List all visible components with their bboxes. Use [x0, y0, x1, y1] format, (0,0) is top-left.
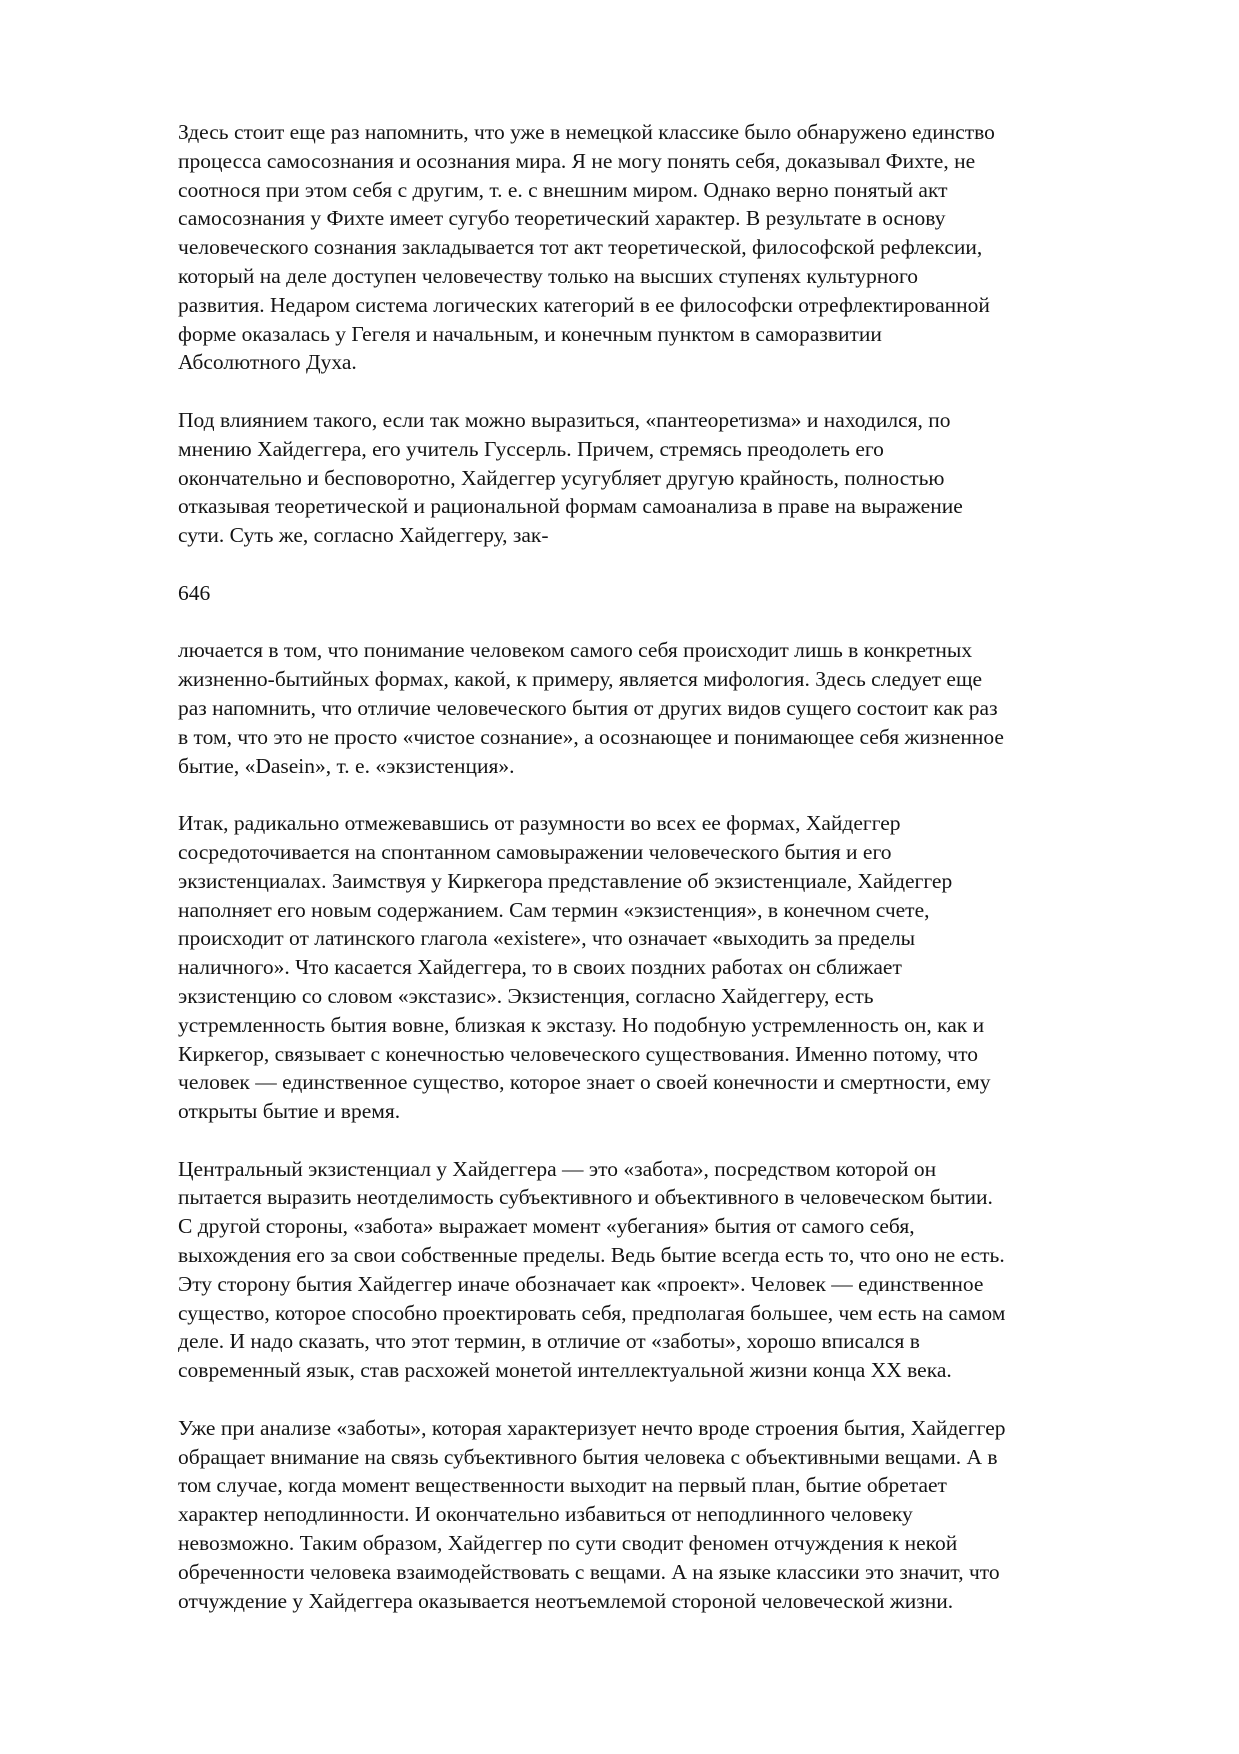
text-line: бытие, «Dasein», т. е. «экзистенция». — [178, 753, 515, 778]
text-line: мнению Хайдеггера, его учитель Гуссерль. Причем, стремясь преодолеть его — [178, 436, 884, 461]
text-line: Под влиянием такого, если так можно выразиться, «пантеоретизма» и находился, по — [178, 407, 951, 432]
text-line: в том, что это не просто «чистое сознание», а осознающее и понимающее себя жизненное — [178, 724, 1004, 749]
paragraph-care-project — [178, 1155, 1178, 1385]
text-line: сути. Суть же, согласно Хайдеггеру, зак- — [178, 523, 549, 548]
text-line: самосознания у Фихте имеет сугубо теоретический характер. В результате в основу — [178, 206, 946, 231]
text-line: невозможно. Таким образом, Хайдеггер по сути сводит феномен отчуждения к некой — [178, 1531, 958, 1556]
text-line: человек — единственное существо, которое знает о своей конечности и смертности, ему — [178, 1070, 991, 1095]
document-page — [178, 118, 1178, 1644]
text-line: отчуждение у Хайдеггера оказывается неотъемлемой стороной человеческой жизни. — [178, 1588, 954, 1613]
text-line: экзистенцию со словом «экстазис». Экзистенция, согласно Хайдеггеру, есть — [178, 983, 874, 1008]
text-line: жизненно-бытийных формах, какой, к примеру, является мифология. Здесь следует еще — [178, 667, 983, 692]
paragraph-existentials — [178, 809, 1178, 1126]
text-line: наполняет его новым содержанием. Сам термин «экзистенция», в конечном счете, — [178, 897, 930, 922]
text-line: Киркегор, связывает с конечностью человеческого существования. Именно потому, что — [178, 1041, 978, 1066]
paragraph-fichte-self-consciousness — [178, 118, 1178, 377]
text-line: соотнося при этом себя с другим, т. е. с внешним миром. Однако верно понятый акт — [178, 177, 948, 202]
paragraph-dasein — [178, 636, 1178, 780]
text-line: обращает внимание на связь субъективного бытия человека с объективными вещами. А в — [178, 1444, 998, 1469]
text-line: выхождения его за свои собственные пределы. Ведь бытие всегда есть то, что оно не есть. — [178, 1243, 1005, 1268]
text-line: форме оказалась у Гегеля и начальным, и конечным пунктом в саморазвитии — [178, 321, 882, 346]
text-line: окончательно и бесповоротно, Хайдеггер усугубляет другую крайность, полностью — [178, 465, 945, 490]
paragraph-alienation — [178, 1414, 1178, 1616]
paragraph-pantheoretism — [178, 406, 1178, 550]
text-line: характер неподлинности. И окончательно избавиться от неподлинного человеку — [178, 1502, 913, 1527]
text-line: существо, которое способно проектировать себя, предполагая большее, чем есть на самом — [178, 1300, 1006, 1325]
text-line: сосредоточивается на спонтанном самовыражении человеческого бытия и его — [178, 839, 892, 864]
text-line: раз напомнить, что отличие человеческого бытия от других видов сущего состоит как раз — [178, 695, 998, 720]
text-line: обреченности человека взаимодействовать с вещами. А на языке классики это значит, что — [178, 1559, 1000, 1584]
text-line: человеческого сознания закладывается тот акт теоретической, философской рефлексии, — [178, 235, 983, 260]
text-line: развития. Недаром система логических категорий в ее философски отрефлектированной — [178, 292, 990, 317]
text-line: Итак, радикально отмежевавшись от разумности во всех ее формах, Хайдеггер — [178, 811, 901, 836]
text-line: отказывая теоретической и рациональной формам самоанализа в праве на выражение — [178, 494, 963, 519]
text-line: Здесь стоит еще раз напомнить, что уже в немецкой классике было обнаружено единство — [178, 120, 995, 144]
text-line: устремленность бытия вовне, близкая к экстазу. Но подобную устремленность он, как и — [178, 1012, 985, 1037]
text-line: экзистенциалах. Заимствуя у Киркегора представление об экзистенциале, Хайдеггер — [178, 868, 953, 893]
text-line: процесса самосознания и осознания мира. Я не могу понять себя, доказывал Фихте, не — [178, 148, 976, 173]
text-line: Центральный экзистенциал у Хайдеггера — это «забота», посредством которой он — [178, 1156, 937, 1181]
text-line: Абсолютного Духа. — [178, 350, 357, 375]
text-line: лючается в том, что понимание человеком самого себя происходит лишь в конкретных — [178, 638, 973, 663]
text-line: С другой стороны, «забота» выражает момент «убегания» бытия от самого себя, — [178, 1214, 915, 1239]
text-line: современный язык, став расхожей монетой интеллектуальной жизни конца XX века. — [178, 1358, 952, 1383]
text-line: деле. И надо сказать, что этот термин, в отличие от «заботы», хорошо вписался в — [178, 1329, 920, 1354]
text-line: Уже при анализе «заботы», которая характеризует нечто вроде строения бытия, Хайдеггер — [178, 1415, 1006, 1440]
page-number: 646 — [178, 580, 211, 605]
text-line: который на деле доступен человечеству только на высших ступенях культурного — [178, 263, 918, 288]
text-line: том случае, когда момент вещественности выходит на первый план, бытие обретает — [178, 1473, 947, 1498]
text-line: происходит от латинского глагола «existere», что означает «выходить за пределы — [178, 926, 916, 951]
text-line: открыты бытие и время. — [178, 1099, 401, 1124]
text-line: наличного». Что касается Хайдеггера, то в своих поздних работах он сближает — [178, 955, 902, 980]
text-line: Эту сторону бытия Хайдеггер иначе обозначает как «проект». Человек — единственное — [178, 1271, 984, 1296]
text-line: пытается выразить неотделимость субъективного и объективного в человеческом бытии. — [178, 1185, 993, 1210]
